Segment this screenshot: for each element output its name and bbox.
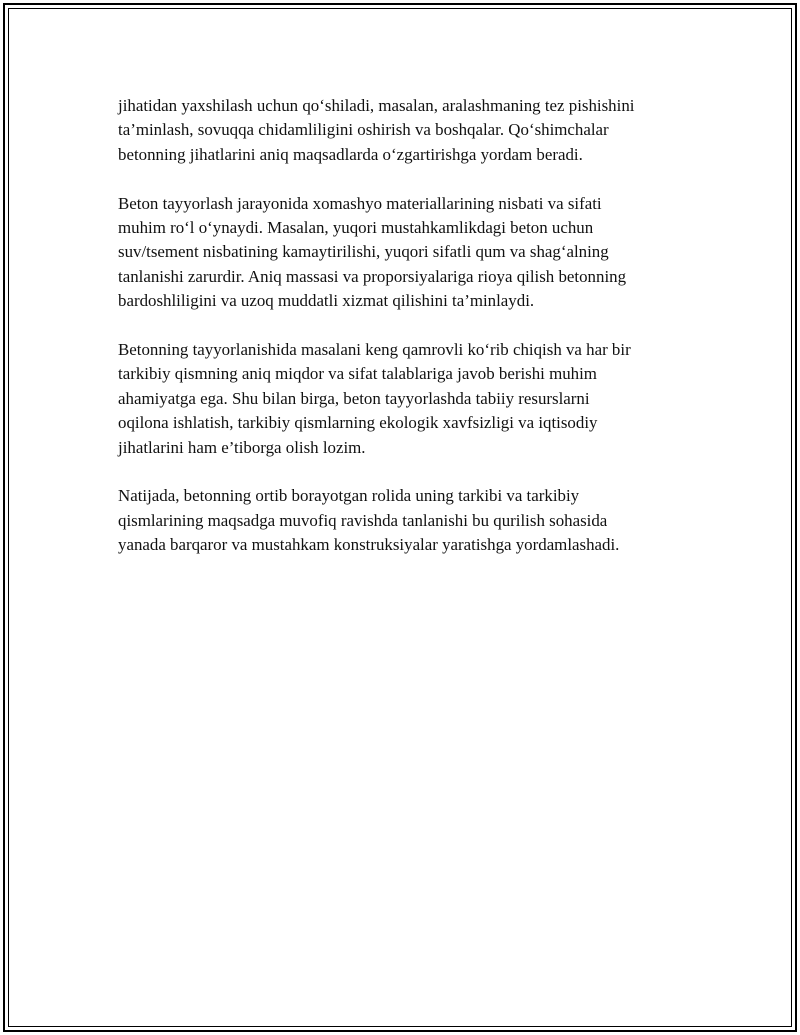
document-body bbox=[118, 94, 703, 582]
paragraph-comprehensive-approach: Betonning tayyorlanishida masalani keng qamrovli ko‘rib chiqish va har bir tarkibiy qismning aniq miqdor va sifat talablariga javob berishi muhim ahamiyatga ega. Shu bilan birga, beton tayyorlashda tabiiy resurslarni oqilona ishlatish, tarkibiy qismlarning ekologik xavfsizligi va iqtisodiy jihatlarini ham e’tiborga olish lozim. bbox=[118, 340, 631, 457]
paragraph-additives: jihatidan yaxshilash uchun qo‘shiladi, masalan, aralashmaning tez pishishini ta’minlash, sovuqqa chidamliligini oshirish va boshqalar. Qo‘shimchalar betonning jihatlarini aniq maqsadlarda o‘zgartirishga yordam beradi. bbox=[118, 96, 635, 164]
paragraph-material-ratio: Beton tayyorlash jarayonida xomashyo materiallarining nisbati va sifati muhim ro‘l o‘ynaydi. Masalan, yuqori mustahkamlikdagi beton uchun suv/tsement nisbatining kamaytirilishi, yuqori sifatli qum va shag‘alning tanlanishi zarurdir. Aniq massasi va proporsiyalariga rioya qilish betonning bardoshliligini va uzoq muddatli xizmat qilishini ta’minlaydi. bbox=[118, 193, 627, 311]
paragraph-conclusion: Natijada, betonning ortib borayotgan rolida uning tarkibi va tarkibiy qismlarining maqsadga muvofiq ravishda tanlanishi bu qurilish sohasida yanada barqaror va mustahkam konstruksiyalar yaratishga yordamlashadi. bbox=[118, 486, 620, 555]
